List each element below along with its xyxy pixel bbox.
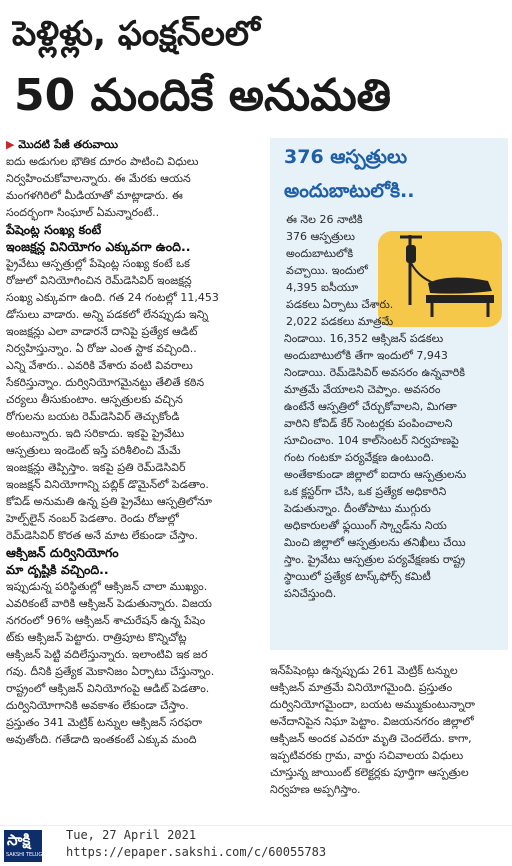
left-paragraph-2 (6, 255, 264, 544)
text-line: ఇంజక్షన్లు తెప్పిస్తాం. ఇకపై ప్రతి రెమ్‌డెసివిర్‌ (6, 461, 186, 474)
text-line: పెడుతున్నాం. దీంతోపాటు ముగ్గురు (284, 502, 431, 515)
text-line: ఇన్‌పేషెంట్లు ఉన్నప్పుడు 261 మెట్రిక్‌ టన్నుల (270, 664, 458, 677)
text-line: అంటున్నారు. ఇది సరికాదు. ఇకపై ప్రైవేటు (6, 427, 185, 440)
text-line: అవుతోంది. గతేడాది ఇంతకంటే ఎక్కువ మంది (6, 733, 197, 746)
text-line: సంఖ్య ఎక్కువగా ఉంది. గత 24 గంటల్లో 11,453 (6, 291, 219, 304)
text-line: ఇప్పటివరకు గ్రామ, వార్డు సచివాలయ విధులు (270, 749, 464, 762)
text-line: అనేదానిపైన నిఘా పెట్టాం. విజయనగరం జిల్లాలో (270, 715, 474, 728)
text-line: ట్‌కు ఆక్సిజన్‌ పెట్టారు. రాత్రిపూట కొన్నిచోట్ల (6, 631, 187, 644)
text-line: నిర్వహణ అప్పగిస్తాం. (270, 783, 361, 796)
box-title-line-2: అందుబాటులోకి.. (284, 180, 415, 202)
logo-text: సాక్షి (7, 831, 31, 849)
text-line: అందుబాటులోకి (286, 247, 354, 260)
footer (0, 825, 512, 866)
text-line: అంతేకాకుండా జిల్లాలో ఐదారు ఆస్పత్రులను (284, 468, 467, 481)
left-paragraph-1 (6, 153, 264, 221)
text-line: దుర్వినియోగానికి అవకాశం లేకుండా చేస్తాం. (6, 699, 189, 712)
text-line: హెల్ప్‌లైన్‌ నంబర్‌ పెడతాం. రెండు రోజుల్లో (6, 512, 179, 525)
text-line: స్తాం. ప్రైవేటు ఆస్పత్రుల పర్యవేక్షణకు రాష్ట్ర (284, 553, 466, 566)
text-line: రెమ్‌డెసివిర్‌ కొరత అనే మాట లేకుండా చేస్తాం. (6, 529, 198, 542)
kicker (6, 136, 264, 153)
text-line: స్థాయిలో ప్రత్యేక టాస్క్‌ఫోర్స్‌ కమిటీ (284, 570, 431, 583)
text-line: ఇంజక్షన్‌ వినియోగాన్ని పబ్లిక్‌ డొమైన్‌లో పెడతాం. (6, 478, 209, 491)
epaper-url[interactable]: https://epaper.sakshi.com/c/60055783 (66, 845, 327, 859)
text-line: మించి జిల్లాలో ఆస్పత్రులను తనిఖీలు చేయి (284, 536, 466, 549)
left-column (6, 136, 264, 748)
sakshi-logo (4, 830, 62, 862)
box-title-line-1: 376 ఆస్పత్రులు (284, 146, 408, 168)
right-bottom-paragraph (270, 662, 508, 798)
text-line: నగరంలో 96% ఆక్సిజన్‌ శాచురేషన్‌ ఉన్న పేషెం (6, 614, 206, 627)
text-line: డోసులు వాడారు. అన్ని పడకలో లేనప్పుడు ఇన్ని (6, 308, 209, 321)
headline-line-2: 50 మందికే అనుమతి (14, 70, 392, 121)
text-line: 2,022 పడకలు మాత్రమే (286, 315, 394, 328)
headline-line-1: పెళ్లిళ్లు, ఫంక్షన్‌లలో (12, 14, 260, 54)
text-line: ఆక్సిజన్‌ అందక ఎవరూ మృతి చెందలేదు. కాగా, (270, 732, 472, 745)
text-line: రోగులను బయట రెమ్‌డెసివిర్‌ తెచ్చుకోండి (6, 410, 180, 423)
text-line: ఎవరికంటే వారికి ఆక్సిజన్‌ పెడుతున్నారు. విజయ (6, 597, 212, 610)
box-full-text (284, 330, 506, 602)
text-line: చూస్తున్న జాయింట్‌ కలెక్టర్లకు పూర్తిగా ఆస్పత్రుల (270, 766, 469, 779)
text-line: వారిని కోవిడ్‌ కేర్‌ సెంటర్లకు పంపించాలని (284, 417, 453, 430)
subhead-line: ఆక్సిజన్‌ దుర్వినియోగం (6, 545, 119, 560)
box-narrow-text (286, 211, 414, 330)
text-line: ఇప్పుడున్న పరిస్థితుల్లో ఆక్సిజన్‌ చాలా ముఖ్యం. (6, 580, 208, 593)
text-line: చర్యలు తీసుకుంటాం. ఆస్పత్రులకు వచ్చిన (6, 393, 183, 406)
text-line: కోవిడ్‌ అనుమతి ఉన్న ప్రతి ప్రైవేటు ఆస్పత్రిలోనూ (6, 495, 213, 508)
text-line: సందర్భంగా సింఘాల్‌ ఏమన్నారంటే.. (6, 206, 160, 219)
triangle-marker-icon: ▶ (6, 138, 19, 151)
text-line: ఇంజక్షన్లు ఎలా వాడారనే దానిపై ప్రత్యేక ఆడిట్‌ (6, 325, 198, 338)
logo-subtext: SAKSHI TELUGU DAILY (6, 852, 62, 858)
text-line: నిండాయి. రెమ్‌డెసివిర్‌ అవసరం ఉన్నవారికి (284, 366, 466, 379)
text-line: మంగళగిరిలో మీడియాతో మాట్లాడారు. ఈ (6, 189, 183, 202)
text-line: గవు. దీనికి ప్రత్యేక మెకానిజం ఏర్పాటు చేస్తున్నాం. (6, 665, 215, 678)
subhead-line: ఇంజక్షన్ల వినియోగం ఎక్కువగా ఉంది.. (6, 239, 191, 254)
left-subhead-1 (6, 221, 264, 255)
text-line: గంట గంటకూ పర్యవేక్షణ ఉంటుంది. (284, 451, 435, 464)
text-line: ఉంటేనే ఆస్పత్రిలో చేర్చుకోవాలని, మిగతా (284, 400, 457, 413)
text-line: రాష్ట్రంలో ఆక్సిజన్‌ వినియోగంపై ఆడిట్‌ పెడతాం. (6, 682, 210, 695)
text-line: 4,395 ఐసీయూ (286, 281, 359, 294)
text-line: ఐదు అడుగుల భౌతిక దూరం పాటించి విధులు (6, 155, 199, 168)
text-line: దుర్వినియోగమైందా, బయట అమ్ముకుంటున్నారా (270, 698, 475, 711)
text-line: నిర్వహించుకోవాలన్నారు. ఈ మేరకు ఆయన (6, 172, 191, 185)
text-line: సూచించాం. 104 కాల్‌సెంటర్‌ నిర్వహణపై (284, 434, 459, 447)
text-line: ఎన్ని వేశారు.. ఎవరికి వేశారు వంటి వివరాలు (6, 359, 193, 372)
edition-date: Tue, 27 April 2021 (66, 828, 197, 842)
text-line: వచ్చాయి. ఇందులో (286, 264, 368, 277)
text-line: అధికారులతో ఫ్లయింగ్‌ స్క్వాడ్‌ను నియ (284, 519, 447, 532)
text-line: ఆస్పత్రులు ఇండెంట్‌ ఇస్తే పరిశీలించి మేమే (6, 444, 181, 457)
text-line: ఆక్సిజన్‌ మాత్రమే వినియోగమైంది. ప్రస్తుతం (270, 681, 453, 694)
subhead-line: మా దృష్టికి వచ్చింది.. (6, 562, 109, 577)
text-line: పనిచేస్తుంది. (284, 587, 337, 600)
text-line: ఈ నెల 26 నాటికి (286, 213, 363, 226)
text-line: పడకలు ఏర్పాటు చేశారు. (286, 298, 394, 311)
text-line: సేకరిస్తున్నాం. దుర్వినియోగమైనట్టు తేలితే కఠిన (6, 376, 205, 389)
text-line: ప్రస్తుతం 341 మెట్రిక్‌ టన్నుల ఆక్సిజన్‌ సరఫరా (6, 716, 203, 729)
text-line: ఒక క్లస్టర్‌గా చేసి, ఒక ప్రత్యేక అధికారిని (284, 485, 447, 498)
left-subhead-2 (6, 544, 264, 578)
text-line: నిండాయి. 16,352 ఆక్సిజన్‌ పడకలు (284, 332, 444, 345)
text-line: ప్రైవేటు ఆస్పత్రుల్లో పేషెంట్ల సంఖ్య కంటే ఒక (6, 257, 190, 270)
left-paragraph-3 (6, 578, 264, 748)
subhead-line: పేషెంట్ల సంఖ్య కంటే (6, 222, 102, 237)
kicker-text: మొదటి పేజీ తరువాయి (18, 138, 119, 151)
text-line: మాత్రమే వేయాలని చెప్పాం. అవసరం (284, 383, 441, 396)
text-line: 376 ఆస్పత్రులు (286, 230, 355, 243)
text-line: రోజులో వినియోగించిన రెమ్‌డెసివిర్‌ ఇంజక్షన్ల (6, 274, 192, 287)
text-line: నిర్వహిస్తున్నాం. ఏ రోజు ఎంత స్టాక వచ్చింది.. (6, 342, 197, 355)
text-line: అందుబాటులోకి తేగా ఇందులో 7,943 (284, 349, 448, 362)
text-line: ఆక్సిజన్‌ పెట్టి వదిలేస్తున్నారు. ఇలాంటివి ఇక జర (6, 648, 208, 661)
